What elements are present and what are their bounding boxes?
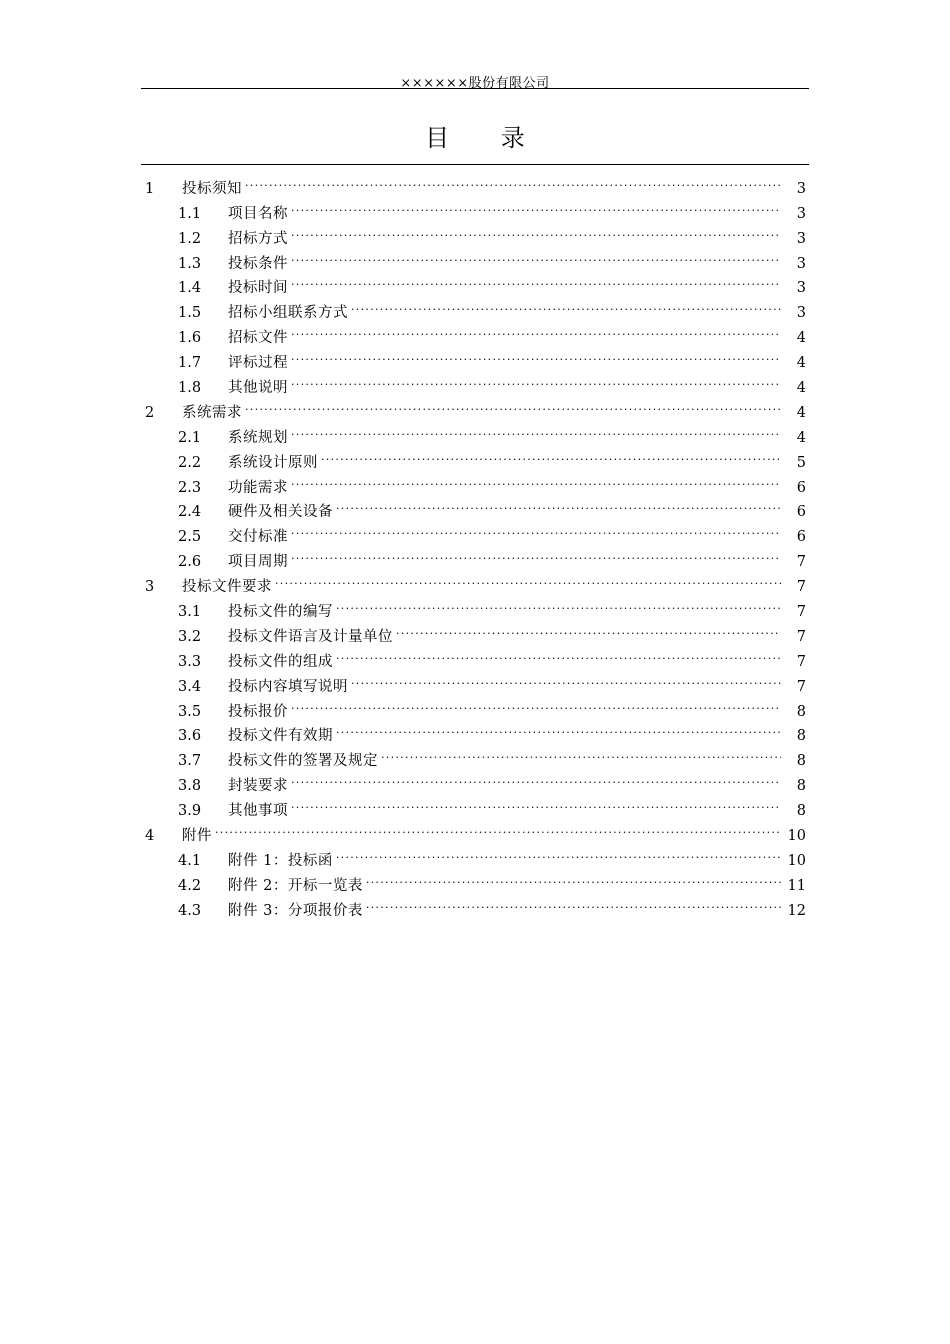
toc-entry-page: 3 (796, 180, 806, 197)
toc-entry-label: 投标须知 (182, 180, 242, 197)
toc-entry-page: 3 (796, 205, 806, 222)
toc-entry-label: 投标内容填写说明 (228, 678, 348, 695)
toc-entry-page: 4 (796, 380, 806, 397)
toc-entry-label: 附件 (182, 828, 212, 845)
toc-entry-page: 7 (796, 653, 806, 670)
toc-entry-number: 1.4 (178, 280, 202, 297)
toc-entry-label: 投标文件的组成 (228, 653, 333, 670)
toc-dot-leader (336, 840, 781, 865)
toc-entry-page: 4 (796, 355, 806, 372)
toc-entry-page: 4 (796, 404, 806, 421)
toc-entry-number: 3.1 (178, 604, 202, 621)
toc-entry-page: 3 (796, 305, 806, 322)
toc-entry-page: 7 (796, 604, 806, 621)
toc-dot-leader (275, 566, 781, 591)
toc-entry-label: 招标方式 (228, 230, 288, 247)
toc-entry-label: 投标报价 (228, 703, 288, 720)
toc-dot-leader (366, 865, 781, 890)
toc-entry-page: 7 (796, 628, 806, 645)
toc-entry-number: 1.1 (178, 205, 202, 222)
title-divider (141, 164, 809, 165)
toc-entry-number: 3.3 (178, 653, 202, 670)
toc-entry-page: 7 (796, 579, 806, 596)
toc-list (141, 168, 809, 919)
toc-entry-number: 2.2 (178, 454, 202, 471)
toc-entry-number: 1.5 (178, 305, 202, 322)
toc-dot-leader (336, 591, 781, 616)
toc-entry-number: 3.4 (178, 678, 202, 695)
toc-dot-leader (291, 243, 781, 268)
toc-entry-number: 2 (145, 404, 155, 421)
toc-entry-number: 3.6 (178, 728, 202, 745)
toc-entry-number: 2.6 (178, 554, 202, 571)
toc-entry-page: 8 (796, 753, 806, 770)
toc-dot-leader (291, 516, 781, 541)
toc-entry-label: 投标文件的签署及规定 (228, 753, 378, 770)
toc-entry-page: 6 (796, 479, 806, 496)
toc-entry-page: 8 (796, 778, 806, 795)
toc-dot-leader (291, 317, 781, 342)
toc-entry-label: 招标小组联系方式 (228, 305, 348, 322)
toc-dot-leader (291, 342, 781, 367)
toc-entry-page: 8 (796, 703, 806, 720)
toc-entry-number: 3.2 (178, 628, 202, 645)
toc-entry-label: 交付标准 (228, 529, 288, 546)
toc-entry-number: 1.3 (178, 255, 202, 272)
toc-entry-page: 11 (787, 877, 806, 894)
toc-entry-page: 3 (796, 280, 806, 297)
toc-entry[interactable] (141, 168, 809, 197)
toc-entry-label: 封装要求 (228, 778, 288, 795)
toc-dot-leader (215, 815, 781, 840)
toc-entry-label: 投标时间 (228, 280, 288, 297)
toc-entry-label: 招标文件 (228, 330, 288, 347)
toc-entry-number: 2.1 (178, 429, 202, 446)
toc-entry-number: 4.3 (178, 902, 202, 919)
toc-dot-leader (291, 765, 781, 790)
toc-dot-leader (336, 716, 781, 741)
toc-entry-page: 7 (796, 678, 806, 695)
toc-entry-page: 6 (796, 529, 806, 546)
toc-entry-page: 10 (787, 852, 806, 869)
header-divider (141, 88, 809, 89)
toc-entry-number: 3.8 (178, 778, 202, 795)
toc-entry-label: 投标文件有效期 (228, 728, 333, 745)
toc-dot-leader (396, 616, 781, 641)
toc-entry-label: 投标文件的编写 (228, 604, 333, 621)
toc-entry-number: 3.7 (178, 753, 202, 770)
toc-dot-leader (291, 218, 781, 243)
toc-entry-label: 项目周期 (228, 554, 288, 571)
toc-entry-label: 其他说明 (228, 380, 288, 397)
toc-entry-page: 8 (796, 728, 806, 745)
page-header-company: ××××××股份有限公司 (400, 76, 550, 91)
toc-dot-leader (291, 541, 781, 566)
toc-entry-page: 5 (796, 454, 806, 471)
toc-entry-number: 1.6 (178, 330, 202, 347)
toc-entry-number: 1 (145, 180, 155, 197)
toc-entry-number: 1.2 (178, 230, 202, 247)
toc-entry-page: 3 (796, 230, 806, 247)
toc-dot-leader (291, 367, 781, 392)
toc-entry-page: 6 (796, 504, 806, 521)
toc-entry-number: 3.9 (178, 803, 202, 820)
toc-entry-label: 系统设计原则 (228, 454, 318, 471)
toc-dot-leader (351, 666, 781, 691)
toc-entry-number: 4.1 (178, 852, 202, 869)
toc-entry-label: 附件 2：开标一览表 (228, 877, 363, 894)
toc-entry-label: 投标条件 (228, 255, 288, 272)
toc-dot-leader (291, 193, 781, 218)
toc-entry[interactable] (141, 815, 809, 845)
toc-dot-leader (291, 691, 781, 716)
toc-entry-label: 附件 1：投标函 (228, 852, 333, 869)
toc-entry-number: 2.5 (178, 529, 202, 546)
toc-dot-leader (245, 168, 781, 193)
toc-entry-number: 2.4 (178, 504, 202, 521)
toc-entry-label: 投标文件语言及计量单位 (228, 628, 393, 645)
toc-entry-page: 3 (796, 255, 806, 272)
toc-entry-page: 7 (796, 554, 806, 571)
toc-entry-page: 10 (787, 828, 806, 845)
toc-dot-leader (291, 467, 781, 492)
toc-entry-page: 4 (796, 330, 806, 347)
toc-entry-label: 功能需求 (228, 479, 288, 496)
toc-entry-label: 其他事项 (228, 803, 288, 820)
toc-entry-label: 系统规划 (228, 429, 288, 446)
toc-entry-number: 1.7 (178, 355, 202, 372)
toc-entry-label: 项目名称 (228, 205, 288, 222)
toc-entry-page: 4 (796, 429, 806, 446)
toc-dot-leader (336, 492, 781, 517)
toc-dot-leader (336, 641, 781, 666)
toc-dot-leader (291, 790, 781, 815)
toc-entry-number: 4.2 (178, 877, 202, 894)
toc-title: 目 录 (425, 124, 547, 152)
toc-dot-leader (351, 292, 781, 317)
toc-entry[interactable] (141, 840, 809, 869)
toc-entry-number: 3 (145, 579, 155, 596)
toc-dot-leader (366, 890, 781, 915)
toc-entry-label: 硬件及相关设备 (228, 504, 333, 521)
toc-dot-leader (245, 392, 781, 417)
toc-dot-leader (291, 417, 781, 442)
toc-dot-leader (321, 442, 781, 467)
toc-entry-label: 投标文件要求 (182, 579, 272, 596)
toc-dot-leader (291, 268, 781, 293)
toc-entry-label: 附件 3：分项报价表 (228, 902, 363, 919)
toc-entry-page: 12 (787, 902, 806, 919)
toc-entry-number: 4 (145, 828, 155, 845)
toc-entry-label: 系统需求 (182, 404, 242, 421)
toc-entry-label: 评标过程 (228, 355, 288, 372)
toc-dot-leader (381, 740, 781, 765)
toc-entry-page: 8 (796, 803, 806, 820)
toc-entry-number: 2.3 (178, 479, 202, 496)
toc-entry-number: 3.5 (178, 703, 202, 720)
toc-entry-number: 1.8 (178, 380, 202, 397)
